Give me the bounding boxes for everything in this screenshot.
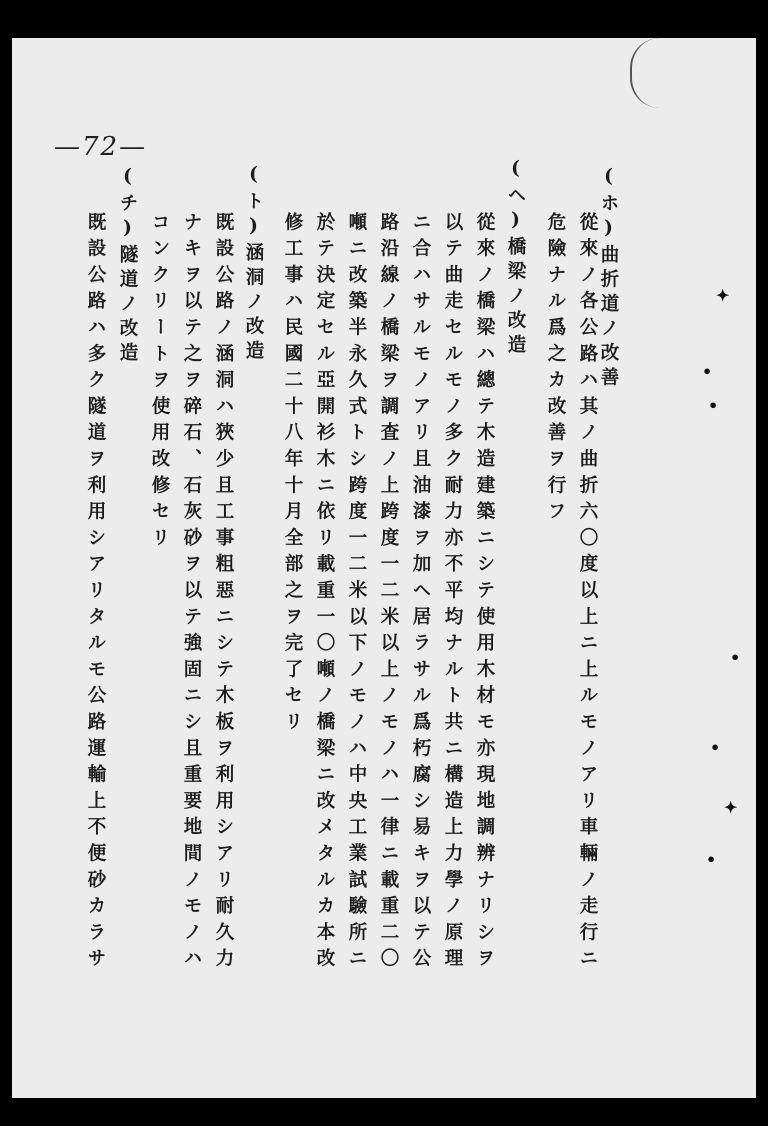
- speck: •: [730, 648, 741, 667]
- text-line: 危險ナル爲之カ改善ヲ行フ: [545, 212, 566, 528]
- text-line: 從來ノ橋梁ハ總テ木造建築ニシテ使用木材モ亦現地調辨ナリシヲ: [474, 212, 495, 975]
- text-line: 噸ニ改築半永久式トシ跨度一二米以下ノモノハ中央工業試驗所ニ: [346, 212, 367, 975]
- speck: •: [710, 738, 721, 757]
- document-page: [12, 38, 756, 1098]
- text-line: 修工事ハ民國二十八年十月全部之ヲ完了セリ: [282, 212, 303, 738]
- text-line: 既設公路ハ多ク隧道ヲ利用シアリタルモ公路運輸上不便砂カラサ: [85, 212, 106, 975]
- pen-mark: [630, 38, 672, 108]
- page-number: —72—: [54, 132, 148, 162]
- speck: •: [706, 850, 717, 869]
- text-line: 既設公路ノ涵洞ハ狹少且工事粗惡ニシテ木板ヲ利用シアリ耐久力: [213, 212, 234, 975]
- section-heading-to: (ト)涵洞ノ改造: [243, 164, 264, 365]
- text-line: 於テ決定セル亞開衫木ニ依リ載重一〇噸ノ橋梁ニ改メタルカ本改: [314, 212, 335, 975]
- text-line: ナキヲ以テ之ヲ碎石、石灰砂ヲ以テ強固ニシ且重要地間ノモノハ: [181, 212, 202, 975]
- section-heading-chi: (チ)隧道ノ改造: [117, 166, 138, 367]
- text-line: 路沿線ノ橋梁ヲ調査ノ上跨度一二米以上ノモノハ一律ニ載重二〇: [378, 212, 399, 975]
- speck: ✦: [716, 286, 730, 305]
- text-line: コンクリートヲ使用改修セリ: [149, 212, 170, 554]
- text-line: 從來ノ各公路ハ其ノ曲折六〇度以上ニ上ルモノアリ車輛ノ走行ニ: [577, 212, 598, 975]
- speck: •: [702, 362, 713, 381]
- speck: ✦: [724, 798, 738, 817]
- text-line: 以テ曲走セルモノ多ク耐力亦不平均ナルト共ニ構造上力學ノ原理: [442, 212, 463, 975]
- section-heading-he: (ヘ)橋梁ノ改造: [505, 158, 526, 359]
- text-line: ニ合ハサルモノアリ且油漆ヲ加ヘ居ラサル爲朽腐シ易キヲ以テ公: [410, 212, 431, 975]
- section-heading-ho: (ホ)曲折道ノ改善: [598, 166, 619, 392]
- speck: •: [708, 396, 719, 415]
